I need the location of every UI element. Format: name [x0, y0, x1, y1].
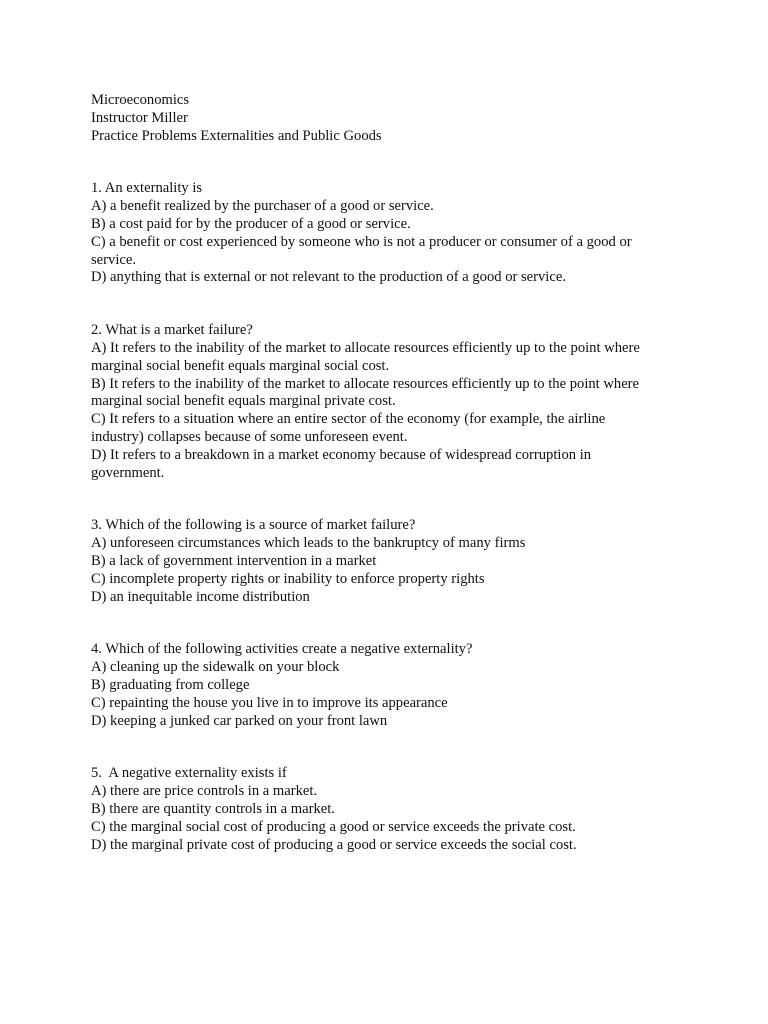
answer-option-c: C) repainting the house you live in to improve its appearance: [91, 694, 448, 711]
instructor-name: Instructor Miller: [91, 109, 188, 126]
question-3: [91, 517, 691, 606]
question-stem: 3. Which of the following is a source of market failure?: [91, 517, 416, 534]
answer-option-b: B) a lack of government intervention in a market: [91, 552, 377, 569]
answer-option-b: B) there are quantity controls in a market.: [91, 800, 335, 817]
answer-option-c: C) a benefit or cost experienced by someone who is not a producer or consumer of a good or service.: [91, 233, 632, 268]
answer-option-a: A) unforeseen circumstances which leads to the bankruptcy of many firms: [91, 535, 526, 552]
answer-option-a: A) there are price controls in a market.: [91, 783, 318, 800]
answer-option-c: C) incomplete property rights or inability to enforce property rights: [91, 570, 485, 587]
answer-option-d: D) It refers to a breakdown in a market economy because of widespread corruption in government.: [91, 446, 592, 481]
answer-option-d: D) keeping a junked car parked on your front lawn: [91, 712, 388, 729]
document-header: [91, 92, 691, 145]
question-stem: 4. Which of the following activities create a negative externality?: [91, 641, 473, 658]
question-stem: 2. What is a market failure?: [91, 322, 253, 339]
document-title: Practice Problems Externalities and Public Goods: [91, 127, 382, 144]
question-stem: 5. A negative externality exists if: [91, 765, 287, 782]
answer-option-a: A) a benefit realized by the purchaser of a good or service.: [91, 198, 434, 215]
course-name: Microeconomics: [91, 92, 190, 108]
answer-option-b: B) graduating from college: [91, 676, 250, 693]
answer-option-d: D) the marginal private cost of producing a good or service exceeds the social cost.: [91, 836, 577, 853]
question-1: [91, 180, 691, 287]
answer-option-c: C) the marginal social cost of producing a good or service exceeds the private cost.: [91, 818, 576, 835]
question-5: [91, 765, 691, 854]
answer-option-b: B) It refers to the inability of the market to allocate resources efficiently up to the point where marginal social benefit equals marginal private cost.: [91, 375, 640, 410]
answer-option-d: D) anything that is external or not relevant to the production of a good or service.: [91, 269, 566, 286]
answer-option-c: C) It refers to a situation where an entire sector of the economy (for example, the airline industry) collapses because of some unforeseen event.: [91, 411, 606, 445]
question-stem: 1. An externality is: [91, 180, 203, 197]
document-page: [91, 92, 691, 889]
question-2: [91, 322, 691, 482]
answer-option-d: D) an inequitable income distribution: [91, 588, 310, 605]
answer-option-a: A) It refers to the inability of the market to allocate resources efficiently up to the point where marginal social benefit equals marginal social cost.: [91, 339, 640, 374]
answer-option-b: B) a cost paid for by the producer of a good or service.: [91, 215, 411, 232]
question-4: [91, 641, 691, 730]
answer-option-a: A) cleaning up the sidewalk on your block: [91, 659, 340, 676]
